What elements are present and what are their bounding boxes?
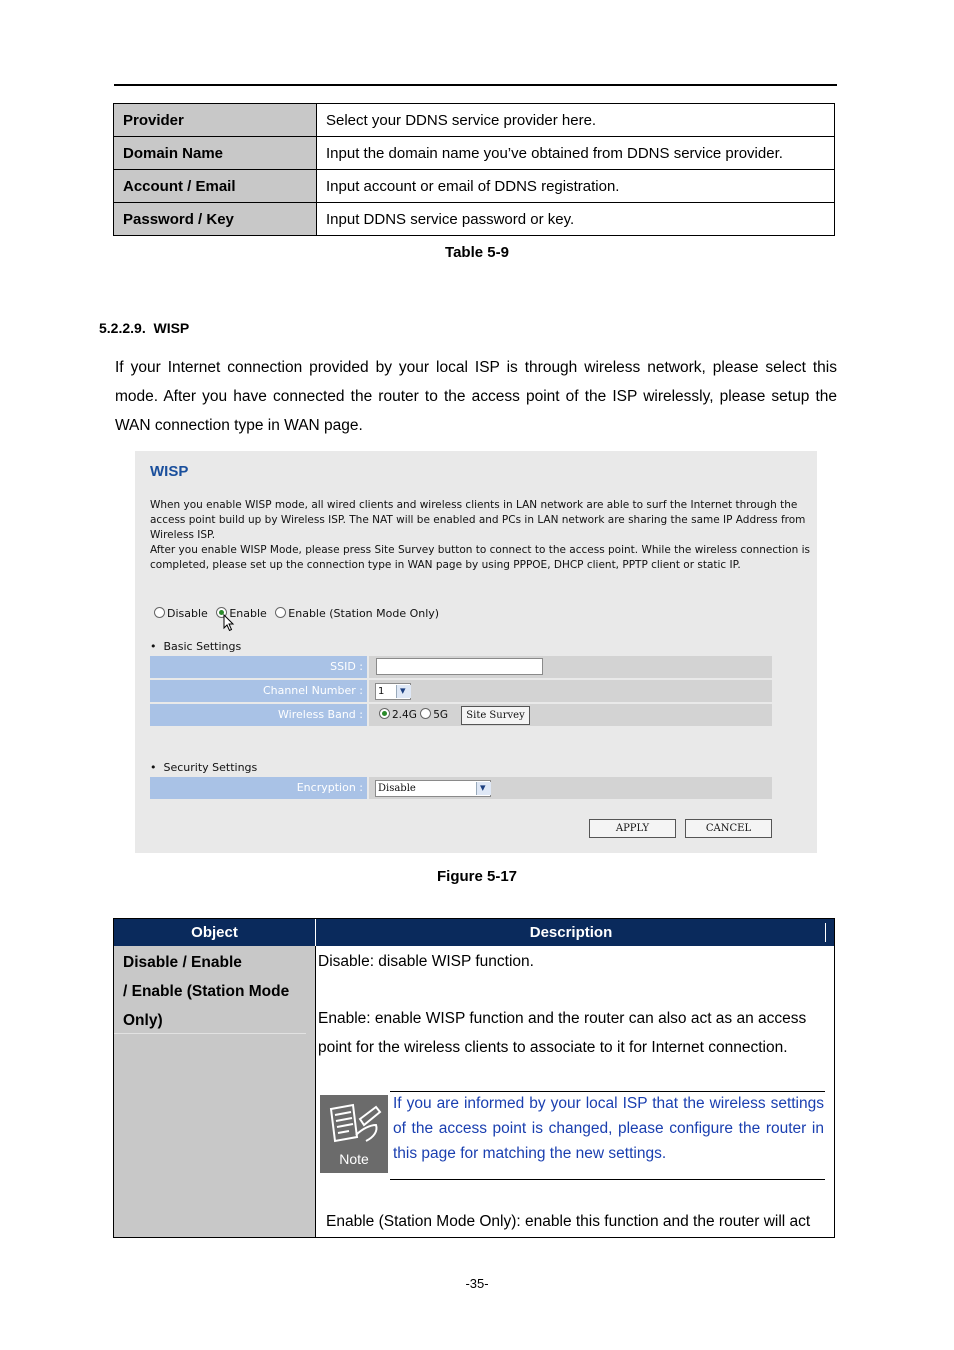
page-number: -35- xyxy=(465,1276,489,1291)
object-line: / Enable (Station Mode xyxy=(123,983,290,1000)
table-row xyxy=(114,137,835,170)
encryption-select[interactable]: Disable ▾ xyxy=(375,780,491,797)
radio-icon[interactable] xyxy=(154,607,165,618)
header-object: Object xyxy=(191,924,238,941)
basic-settings-heading: • Basic Settings xyxy=(150,640,242,653)
band-options xyxy=(379,708,448,721)
site-survey-button[interactable]: Site Survey xyxy=(461,706,530,725)
desc-line: When you enable WISP mode, all wired clients and wireless clients in LAN network are able to surf the Internet through the xyxy=(150,499,798,511)
note-text: If you are informed by your local ISP that the wireless settings of the access point is changed, please configure the router in this page for matching the new settings. xyxy=(393,1095,824,1162)
note-label: Note xyxy=(339,1151,369,1167)
mode-enable-option[interactable]: Enable xyxy=(216,607,266,620)
desc-station: Enable (Station Mode Only): enable this function and the router will act xyxy=(326,1213,811,1230)
encryption-row xyxy=(150,777,772,799)
radio-icon[interactable] xyxy=(420,708,431,719)
param-key: Account / Email xyxy=(114,170,317,203)
param-key: Password / Key xyxy=(114,203,317,236)
table-header xyxy=(114,919,834,946)
ssid-row xyxy=(150,656,772,678)
wisp-mode-group xyxy=(154,607,444,620)
param-key: Domain Name xyxy=(114,137,317,170)
band-row xyxy=(150,704,772,726)
mode-disable-option[interactable]: Disable xyxy=(154,607,208,620)
object-cell xyxy=(114,946,315,1237)
object-description-table xyxy=(113,918,835,1238)
encryption-label: Encryption : xyxy=(150,777,367,799)
chevron-down-icon[interactable] xyxy=(476,782,491,795)
wisp-title: WISP xyxy=(150,463,189,480)
wisp-description xyxy=(150,498,810,573)
param-value: Input account or email of DDNS registration. xyxy=(317,170,835,203)
note-bottom-rule xyxy=(390,1179,825,1180)
mouse-pointer-icon xyxy=(223,614,235,632)
radio-selected-icon[interactable] xyxy=(379,708,390,719)
desc-line: completed, please set up the connection type in WAN page by using PPPOE, DHCP client, PPTP client or static IP. xyxy=(150,559,741,571)
channel-select[interactable]: 1 ▾ xyxy=(375,683,411,700)
header-rule xyxy=(114,84,837,86)
param-value: Input the domain name you’ve obtained from DDNS service provider. xyxy=(317,137,835,170)
desc-line: access point build up by Wireless ISP. The NAT will be enabled and PCs in LAN network are sharing the same IP Address from xyxy=(150,514,806,526)
band-label: Wireless Band : xyxy=(150,704,367,726)
desc-line: Wireless ISP. xyxy=(150,529,216,541)
table-row xyxy=(114,104,835,137)
band-5g-option[interactable]: 5G xyxy=(420,709,448,721)
object-line: Disable / Enable xyxy=(123,954,242,971)
figure-caption: Figure 5-17 xyxy=(436,868,518,885)
param-key: Provider xyxy=(114,104,317,137)
channel-row xyxy=(150,680,772,702)
channel-label: Channel Number : xyxy=(150,680,367,702)
desc-enable-line: point for the wireless clients to associate to it for Internet connection. xyxy=(318,1039,788,1056)
table-caption: Table 5-9 xyxy=(445,244,509,261)
apply-button[interactable]: APPLY xyxy=(589,819,676,838)
table-row xyxy=(114,170,835,203)
ssid-label: SSID : xyxy=(150,656,367,678)
radio-icon[interactable] xyxy=(275,607,286,618)
desc-enable-line: Enable: enable WISP function and the router can also act as an access xyxy=(318,1010,807,1027)
band-24g-option[interactable]: 2.4G xyxy=(379,709,417,721)
param-value: Input DDNS service password or key. xyxy=(317,203,835,236)
note-icon xyxy=(320,1095,388,1173)
param-value: Select your DDNS service provider here. xyxy=(317,104,835,137)
desc-line: After you enable WISP Mode, please press Site Survey button to connect to the access point. While the wireless connection is xyxy=(150,544,810,556)
mode-station-option[interactable]: Enable (Station Mode Only) xyxy=(275,607,439,620)
header-description: Description xyxy=(529,924,613,941)
cancel-button[interactable]: CANCEL xyxy=(685,819,772,838)
ssid-input[interactable] xyxy=(376,658,543,675)
table-row xyxy=(114,203,835,236)
object-line: Only) xyxy=(123,1012,163,1029)
section-title: WISP xyxy=(153,320,190,336)
chevron-down-icon[interactable] xyxy=(396,685,411,698)
section-paragraph: If your Internet connection provided by your local ISP is through wireless network, please select this mode. After you have connected the router to the access point of the ISP wirelessly, please setup the WAN connection type in WAN page. xyxy=(115,359,837,434)
ddns-parameter-table xyxy=(113,103,835,236)
section-number: 5.2.2.9. xyxy=(99,320,146,336)
security-settings-heading: • Security Settings xyxy=(150,761,258,774)
desc-disable: Disable: disable WISP function. xyxy=(318,953,534,970)
wisp-screenshot xyxy=(135,451,817,853)
section-heading xyxy=(99,320,189,336)
